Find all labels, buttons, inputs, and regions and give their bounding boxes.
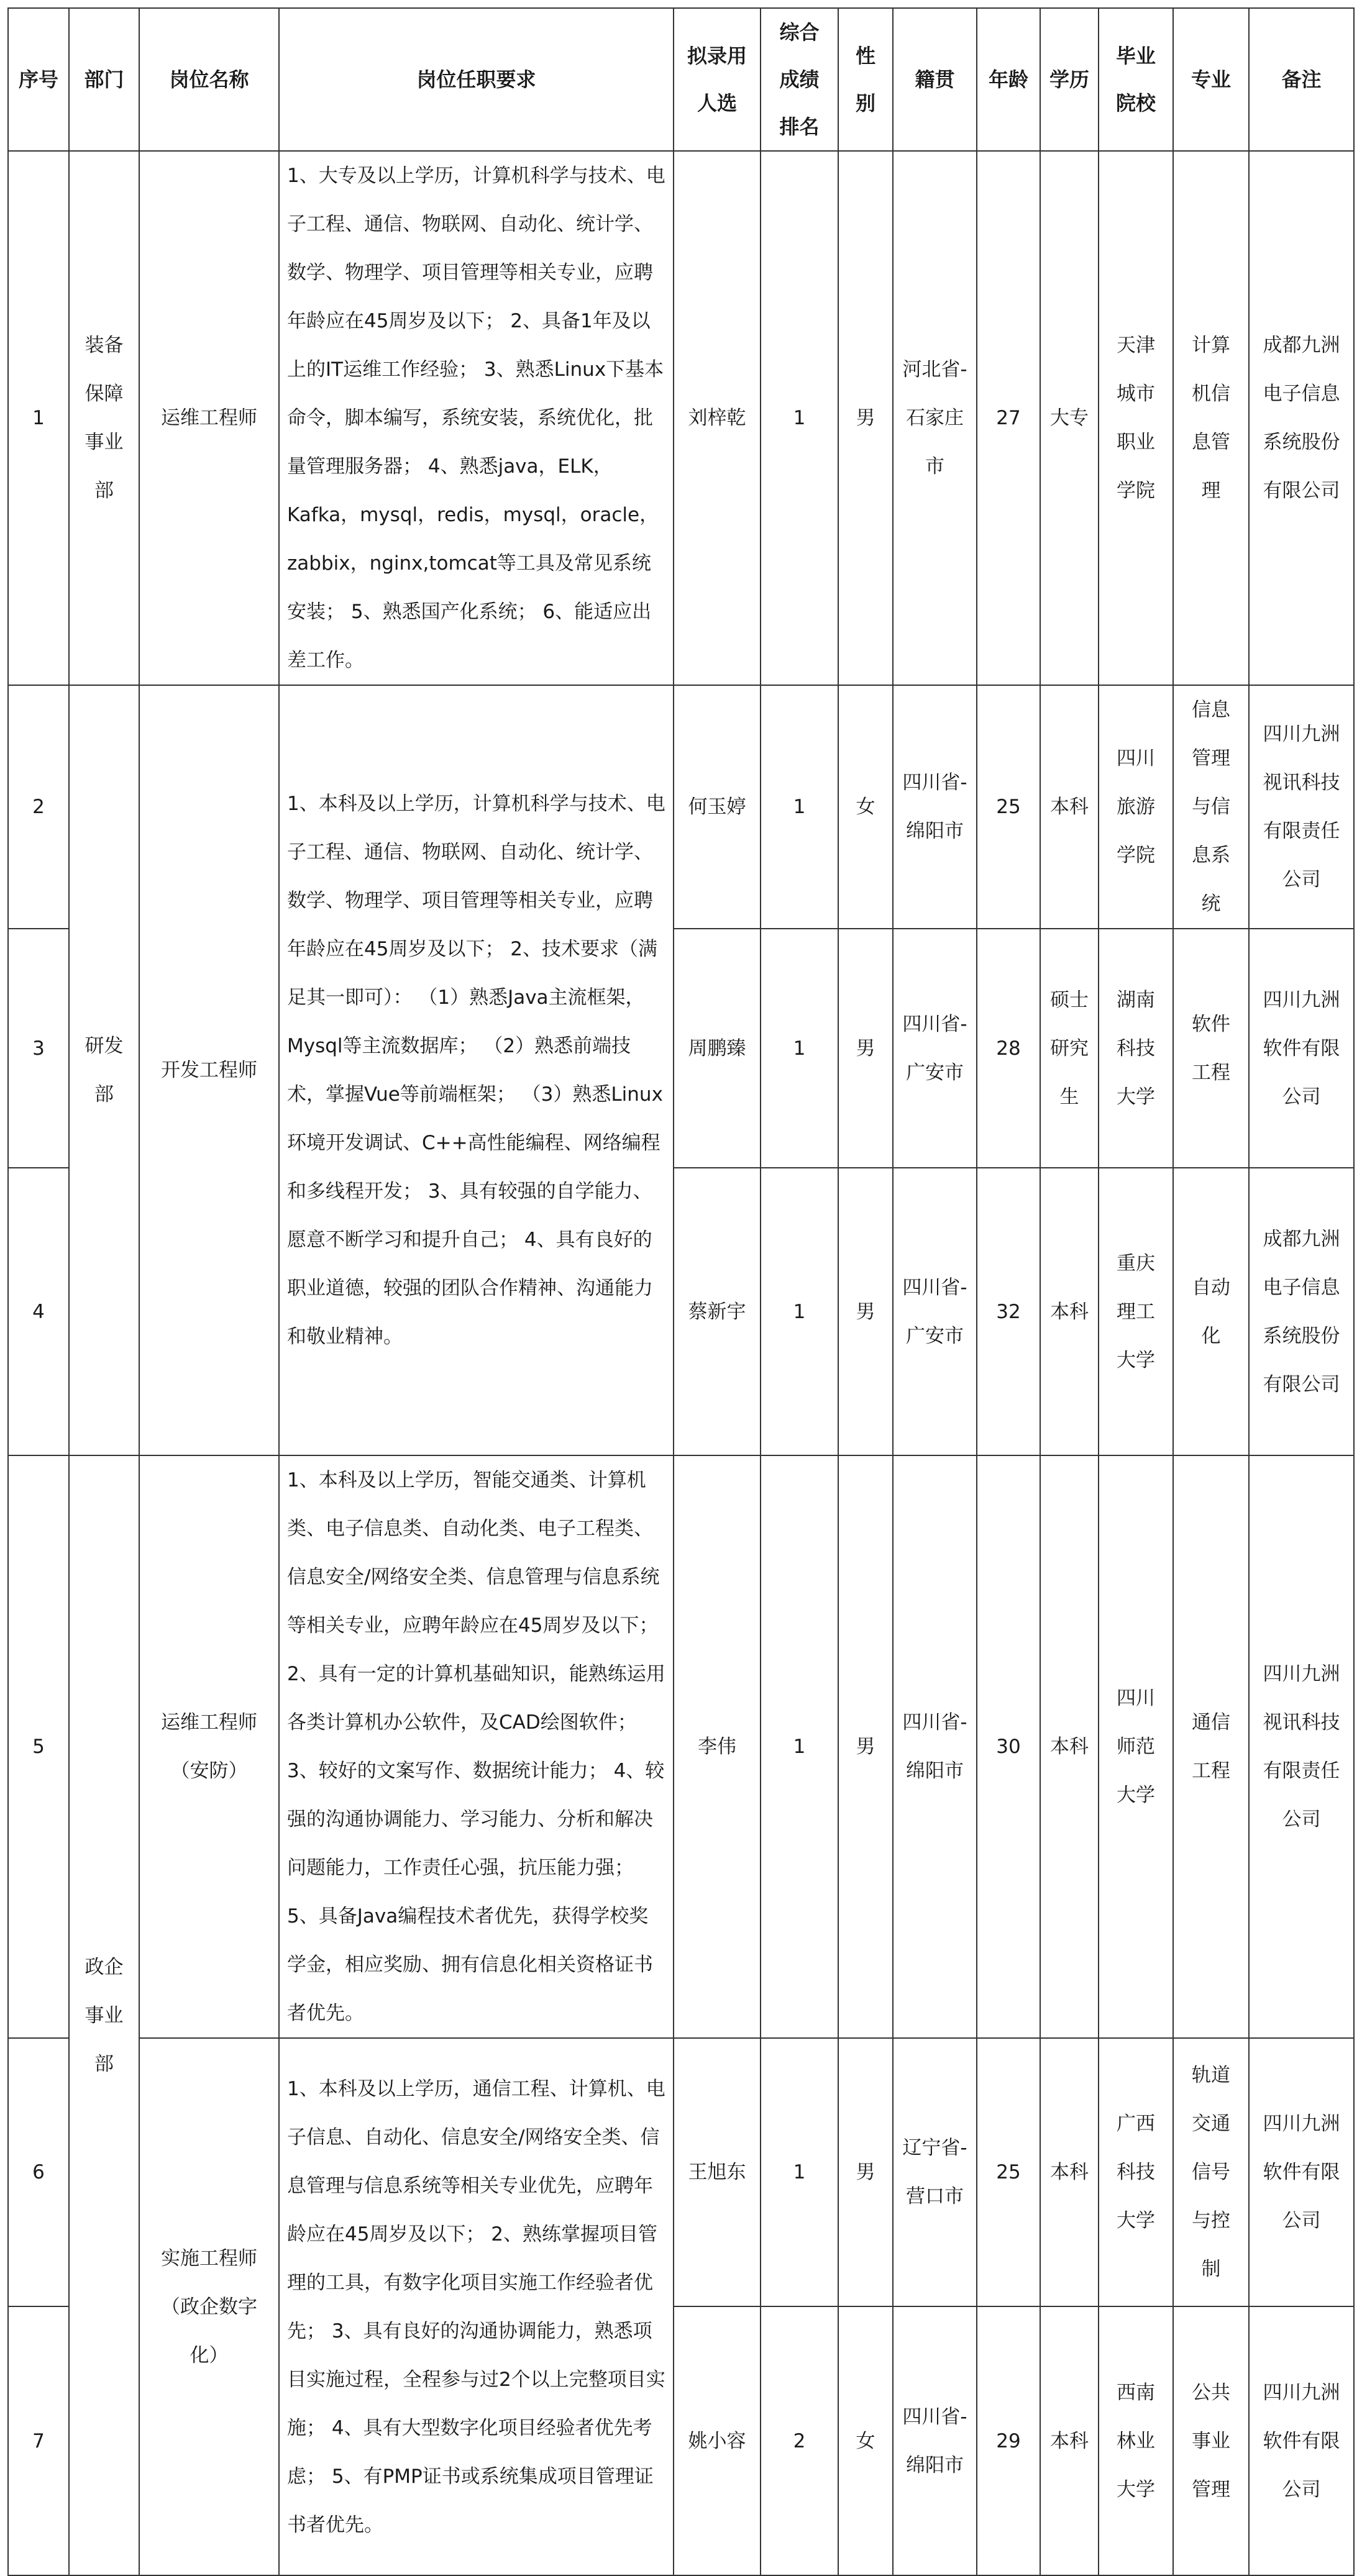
school-cell: 西南林业大学 [1099,2306,1173,2575]
header-origin: 籍贯 [893,8,977,151]
age-cell: 27 [977,151,1040,685]
age-cell: 30 [977,1455,1040,2038]
rank-cell: 1 [761,151,838,685]
candidate-cell: 姚小容 [674,2306,761,2575]
requirements-cell: 1、本科及以上学历，计算机科学与技术、电子工程、通信、物联网、自动化、统计学、数学、物理学、项目管理等相关专业，应聘年龄应在45周岁及以下； 2、技术要求（满足其一即可）： （1）熟悉Java主流框架，Mysql等主流数据库； （2）熟悉前端技术，掌握Vue等前端框架； （3）熟悉Linux环境开发调试、C++高性能编程、网络编程和多线程开发； 3、具有较强的自学能力、愿意不断学习和提升自己； 4、具有良好的职业道德，较强的团队合作精神、沟通能力和敬业精神。 [279,685,674,1455]
header-position: 岗位名称 [139,8,279,151]
rank-cell: 1 [761,685,838,929]
table-row [8,151,1354,685]
requirements-cell: 1、大专及以上学历，计算机科学与技术、电子工程、通信、物联网、自动化、统计学、数学、物理学、项目管理等相关专业，应聘年龄应在45周岁及以下； 2、具备1年及以上的IT运维工作经验； 3、熟悉Linux下基本命令，脚本编写，系统安装，系统优化，批量管理服务器； 4、熟悉java，ELK，Kafka，mysql，redis，mysql，oracle，zabbix，nginx,tomcat等工具及常见系统安装； 5、熟悉国产化系统； 6、能适应出差工作。 [279,151,674,685]
recruitment-table [7,7,1355,2576]
rank-cell: 1 [761,1168,838,1455]
remark-cell: 四川九洲软件有限公司 [1249,929,1354,1168]
remark-cell: 四川九洲软件有限公司 [1249,2038,1354,2306]
rank-cell: 2 [761,2306,838,2575]
header-major: 专业 [1173,8,1249,151]
school-cell: 天津城市职业学院 [1099,151,1173,685]
school-cell: 四川旅游学院 [1099,685,1173,929]
header-education: 学历 [1040,8,1099,151]
dept-cell: 研发部 [69,685,139,1455]
major-cell: 轨道交通信号与控制 [1173,2038,1249,2306]
row-no: 4 [8,1168,69,1455]
origin-cell: 四川省-绵阳市 [893,1455,977,2038]
gender-cell: 男 [838,1455,893,2038]
origin-cell: 四川省-绵阳市 [893,2306,977,2575]
table-row [8,685,1354,929]
education-cell: 本科 [1040,685,1099,929]
position-cell: 运维工程师（安防） [139,1455,279,2038]
age-cell: 25 [977,2038,1040,2306]
school-cell: 湖南科技大学 [1099,929,1173,1168]
header-dept: 部门 [69,8,139,151]
remark-cell: 四川九洲视讯科技有限责任公司 [1249,1455,1354,2038]
age-cell: 32 [977,1168,1040,1455]
row-no: 5 [8,1455,69,2038]
major-cell: 计算机信息管理 [1173,151,1249,685]
education-cell: 本科 [1040,1455,1099,2038]
gender-cell: 男 [838,929,893,1168]
gender-cell: 女 [838,2306,893,2575]
header-candidate: 拟录用人选 [674,8,761,151]
gender-cell: 女 [838,685,893,929]
header-remark: 备注 [1249,8,1354,151]
gender-cell: 男 [838,1168,893,1455]
header-no: 序号 [8,8,69,151]
table-row [8,2038,1354,2306]
origin-cell: 四川省-绵阳市 [893,685,977,929]
header-school: 毕业院校 [1099,8,1173,151]
header-gender: 性别 [838,8,893,151]
header-requirements: 岗位任职要求 [279,8,674,151]
age-cell: 28 [977,929,1040,1168]
position-cell: 实施工程师（政企数字化） [139,2038,279,2575]
education-cell: 本科 [1040,1168,1099,1455]
school-cell: 重庆理工大学 [1099,1168,1173,1455]
candidate-cell: 刘梓乾 [674,151,761,685]
table-row [8,1455,1354,2038]
age-cell: 29 [977,2306,1040,2575]
candidate-cell: 周鹏臻 [674,929,761,1168]
header-row [8,8,1354,151]
education-cell: 本科 [1040,2306,1099,2575]
origin-cell: 河北省-石家庄市 [893,151,977,685]
major-cell: 信息管理与信息系统 [1173,685,1249,929]
major-cell: 公共事业管理 [1173,2306,1249,2575]
header-age: 年龄 [977,8,1040,151]
candidate-cell: 王旭东 [674,2038,761,2306]
header-rank: 综合成绩排名 [761,8,838,151]
row-no: 3 [8,929,69,1168]
origin-cell: 辽宁省-营口市 [893,2038,977,2306]
requirements-cell: 1、本科及以上学历，智能交通类、计算机类、电子信息类、自动化类、电子工程类、信息安全/网络安全类、信息管理与信息系统等相关专业，应聘年龄应在45周岁及以下； 2、具有一定的计算机基础知识，能熟练运用各类计算机办公软件，及CAD绘图软件； 3、较好的文案写作、数据统计能力； 4、较强的沟通协调能力、学习能力、分析和解决问题能力，工作责任心强，抗压能力强； 5、具备Java编程技术者优先，获得学校奖学金，相应奖励、拥有信息化相关资格证书者优先。 [279,1455,674,2038]
row-no: 6 [8,2038,69,2306]
rank-cell: 1 [761,929,838,1168]
age-cell: 25 [977,685,1040,929]
rank-cell: 1 [761,2038,838,2306]
dept-cell: 装备保障事业部 [69,151,139,685]
origin-cell: 四川省-广安市 [893,1168,977,1455]
education-cell: 大专 [1040,151,1099,685]
position-cell: 开发工程师 [139,685,279,1455]
gender-cell: 男 [838,2038,893,2306]
school-cell: 广西科技大学 [1099,2038,1173,2306]
education-cell: 硕士研究生 [1040,929,1099,1168]
education-cell: 本科 [1040,2038,1099,2306]
dept-cell: 政企事业部 [69,1455,139,2575]
requirements-cell: 1、本科及以上学历，通信工程、计算机、电子信息、自动化、信息安全/网络安全类、信息管理与信息系统等相关专业优先，应聘年龄应在45周岁及以下； 2、熟练掌握项目管理的工具，有数字化项目实施工作经验者优先； 3、具有良好的沟通协调能力，熟悉项目实施过程，全程参与过2个以上完整项目实施； 4、具有大型数字化项目经验者优先考虑； 5、有PMP证书或系统集成项目管理证书者优先。 [279,2038,674,2575]
candidate-cell: 蔡新宇 [674,1168,761,1455]
remark-cell: 四川九洲视讯科技有限责任公司 [1249,685,1354,929]
candidate-cell: 何玉婷 [674,685,761,929]
row-no: 1 [8,151,69,685]
candidate-cell: 李伟 [674,1455,761,2038]
major-cell: 通信工程 [1173,1455,1249,2038]
remark-cell: 四川九洲软件有限公司 [1249,2306,1354,2575]
position-cell: 运维工程师 [139,151,279,685]
row-no: 7 [8,2306,69,2575]
school-cell: 四川师范大学 [1099,1455,1173,2038]
remark-cell: 成都九洲电子信息系统股份有限公司 [1249,1168,1354,1455]
major-cell: 软件工程 [1173,929,1249,1168]
remark-cell: 成都九洲电子信息系统股份有限公司 [1249,151,1354,685]
rank-cell: 1 [761,1455,838,2038]
origin-cell: 四川省-广安市 [893,929,977,1168]
major-cell: 自动化 [1173,1168,1249,1455]
gender-cell: 男 [838,151,893,685]
row-no: 2 [8,685,69,929]
